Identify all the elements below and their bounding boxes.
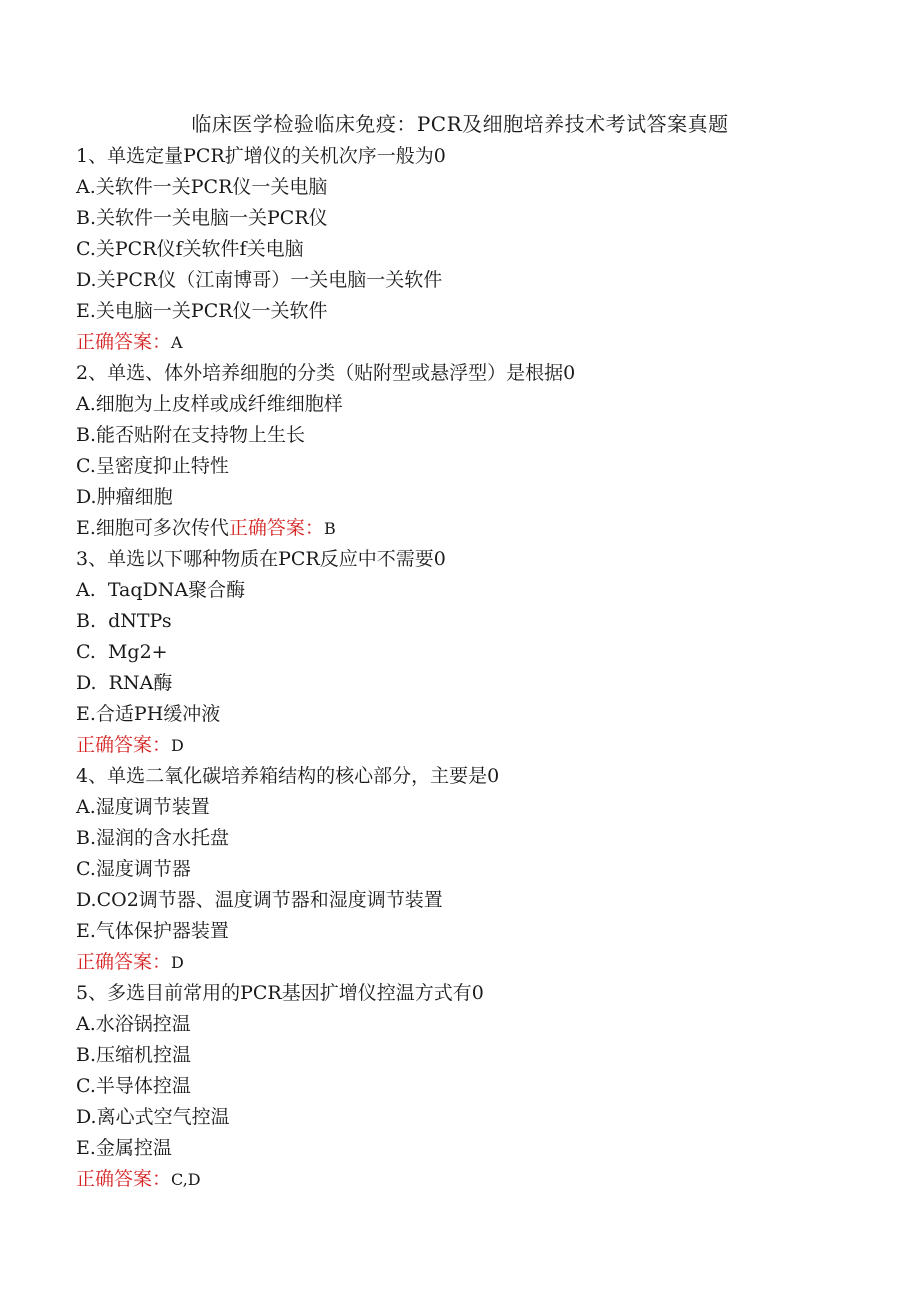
answer-value: C,D: [171, 1170, 201, 1189]
question-2-option-a: A.细胞为上皮样或成纤维细胞样: [76, 393, 343, 415]
question-2-option-e: E.细胞可多次传代: [76, 517, 229, 539]
question-5-option-b: B.压缩机控温: [76, 1044, 192, 1066]
question-3-answer: [76, 730, 896, 761]
question-5-option-a: A.水浴锅控温: [76, 1013, 191, 1035]
question-2-option-d: D.肿瘤细胞: [76, 486, 173, 508]
answer-label: 正确答案：: [76, 734, 172, 756]
question-3-option-e: E.合适PH缓冲液: [76, 703, 221, 725]
answer-label: 正确答案：: [228, 517, 324, 539]
question-5-answer: [76, 1164, 896, 1195]
answer-label: 正确答案：: [76, 331, 172, 353]
answer-label: 正确答案：: [76, 1168, 172, 1190]
question-5-option-e: E.金属控温: [76, 1137, 172, 1159]
question-2-answer: [229, 517, 336, 539]
answer-value: D: [171, 736, 184, 755]
question-4-option-b: B.湿润的含水托盘: [76, 827, 230, 849]
question-3-option-a: A. TaqDNA聚合酶: [76, 579, 246, 601]
question-4-option-a: A.湿度调节装置: [76, 796, 210, 818]
answer-value: A: [171, 333, 183, 352]
question-5-stem: 5、多选目前常用的PCR基因扩增仪控温方式有0: [76, 982, 484, 1004]
question-2-option-c: C.呈密度抑止特性: [76, 455, 229, 477]
answer-value: D: [171, 953, 184, 972]
question-1-option-a: A.关软件一关PCR仪一关电脑: [76, 176, 328, 198]
document-title: 临床医学检验临床免疫：PCR及细胞培养技术考试答案真题: [191, 112, 729, 136]
question-1-option-e: E.关电脑一关PCR仪一关软件: [76, 300, 328, 322]
question-2-option-e-with-answer: [76, 513, 896, 544]
question-4-option-e: E.气体保护器装置: [76, 920, 229, 942]
question-4-answer: [76, 947, 896, 978]
question-3-option-b: B. dNTPs: [76, 610, 172, 632]
question-2-stem: 2、单选、体外培养细胞的分类（贴附型或悬浮型）是根据0: [76, 362, 576, 384]
question-4-stem: 4、单选二氧化碳培养箱结构的核心部分，主要是0: [76, 765, 500, 787]
question-3-option-d: D. RNA酶: [76, 672, 173, 694]
question-1-option-c: C.关PCR仪f关软件f关电脑: [76, 238, 304, 260]
question-1-option-d: D.关PCR仪（江南博哥）一关电脑一关软件: [76, 269, 443, 291]
question-1-option-b: B.关软件一关电脑一关PCR仪: [76, 207, 328, 229]
answer-label: 正确答案：: [76, 951, 172, 973]
question-4-option-d: D.CO2调节器、温度调节器和湿度调节装置: [76, 889, 443, 911]
question-1-stem: 1、单选定量PCR扩增仪的关机次序一般为0: [76, 145, 446, 167]
question-1-answer: [76, 327, 896, 358]
question-list: [76, 141, 896, 1195]
question-5-option-c: C.半导体控温: [76, 1075, 191, 1097]
question-4-option-c: C.湿度调节器: [76, 858, 191, 880]
answer-value: B: [323, 519, 336, 538]
question-3-stem: 3、单选以下哪种物质在PCR反应中不需要0: [76, 548, 446, 570]
question-3-option-c: C. Mg2+: [76, 641, 168, 663]
question-5-option-d: D.离心式空气控温: [76, 1106, 230, 1128]
question-2-option-b: B.能否贴附在支持物上生长: [76, 424, 306, 446]
